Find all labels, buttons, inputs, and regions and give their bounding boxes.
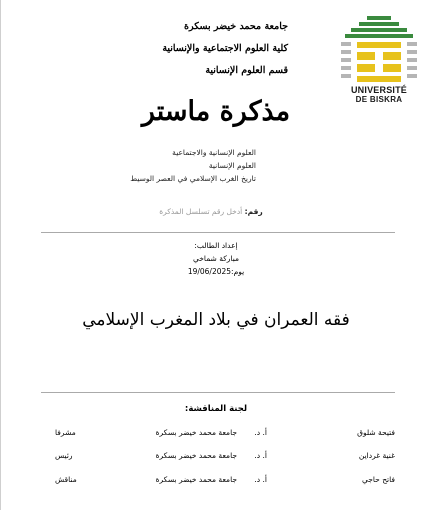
logo-grey-bar [341, 66, 351, 70]
logo-grey-bar [407, 74, 417, 78]
logo-grey-bar [407, 42, 417, 46]
member-name: فاتح حاجي [362, 475, 395, 484]
serial-label: رقم: [244, 207, 263, 216]
member-institution: جامعة محمد خيضر بسكرة [155, 475, 237, 484]
institution-header [138, 16, 288, 82]
date-label: يوم: [231, 267, 245, 276]
logo-grey-bar [341, 58, 351, 62]
committee-row [41, 428, 395, 442]
member-name: غنية غرداين [358, 451, 395, 460]
thesis-title: فقه العمران في بلاد المغرب الإسلامي [82, 310, 350, 330]
logo-green-bar [351, 28, 407, 32]
committee-row [41, 451, 395, 465]
logo-yellow-block [357, 42, 401, 48]
member-institution: جامعة محمد خيضر بسكرة [155, 428, 237, 437]
defense-date [151, 265, 281, 278]
date-value: 19/06/2025 [187, 267, 232, 276]
logo-wordmark [337, 86, 421, 104]
serial-placeholder: أدخل رقم تسلسل المذكرة [159, 207, 243, 216]
field-line: العلوم الإنسانية [208, 161, 256, 170]
student-block [151, 239, 281, 278]
member-rank: أ. د. [254, 475, 267, 484]
member-rank: أ. د. [254, 428, 267, 437]
department-name: قسم العلوم الإنسانية [205, 65, 288, 76]
member-role: رئيس [55, 451, 73, 460]
logo-grey-bar [341, 74, 351, 78]
logo-yellow-block [357, 64, 375, 72]
logo-green-bar [359, 22, 399, 26]
logo-line-1: UNIVERSITÉ [350, 85, 407, 95]
logo-yellow-block [357, 76, 401, 82]
divider [41, 392, 395, 393]
logo-grey-bar [407, 50, 417, 54]
logo-green-bar [367, 16, 391, 20]
logo-yellow-block [383, 52, 401, 60]
committee-title: لجنة المناقشة: [184, 404, 248, 414]
member-role: مناقش [55, 475, 77, 484]
document-type-title: مذكرة ماستر [141, 96, 291, 127]
logo-yellow-block [357, 52, 375, 60]
logo-grey-bar [407, 66, 417, 70]
logo-grey-bar [341, 42, 351, 46]
serial-number-field [101, 207, 321, 216]
logo-green-bar [345, 34, 413, 38]
university-name: جامعة محمد خيضر بسكرة [184, 21, 288, 32]
logo-grey-bar [341, 50, 351, 54]
logo-yellow-block [383, 64, 401, 72]
logo-grey-bar [407, 58, 417, 62]
member-name: فتيحة شلوق [357, 428, 395, 437]
student-name: مباركة شماخي [193, 254, 239, 263]
faculty-name: كلية العلوم الاجتماعية والإنسانية [162, 43, 288, 54]
specialty-line: تاريخ الغرب الإسلامي في العصر الوسيط [130, 174, 256, 183]
logo-line-2: DE BISKRA [355, 95, 403, 104]
domain-line: العلوم الإنسانية والاجتماعية [172, 148, 256, 157]
divider [41, 232, 395, 233]
member-role: مشرفا [55, 428, 76, 437]
committee-row [41, 475, 395, 489]
student-label: إعداد الطالب: [194, 241, 238, 250]
member-rank: أ. د. [254, 451, 267, 460]
member-institution: جامعة محمد خيضر بسكرة [155, 451, 237, 460]
specialty-block [56, 146, 256, 185]
